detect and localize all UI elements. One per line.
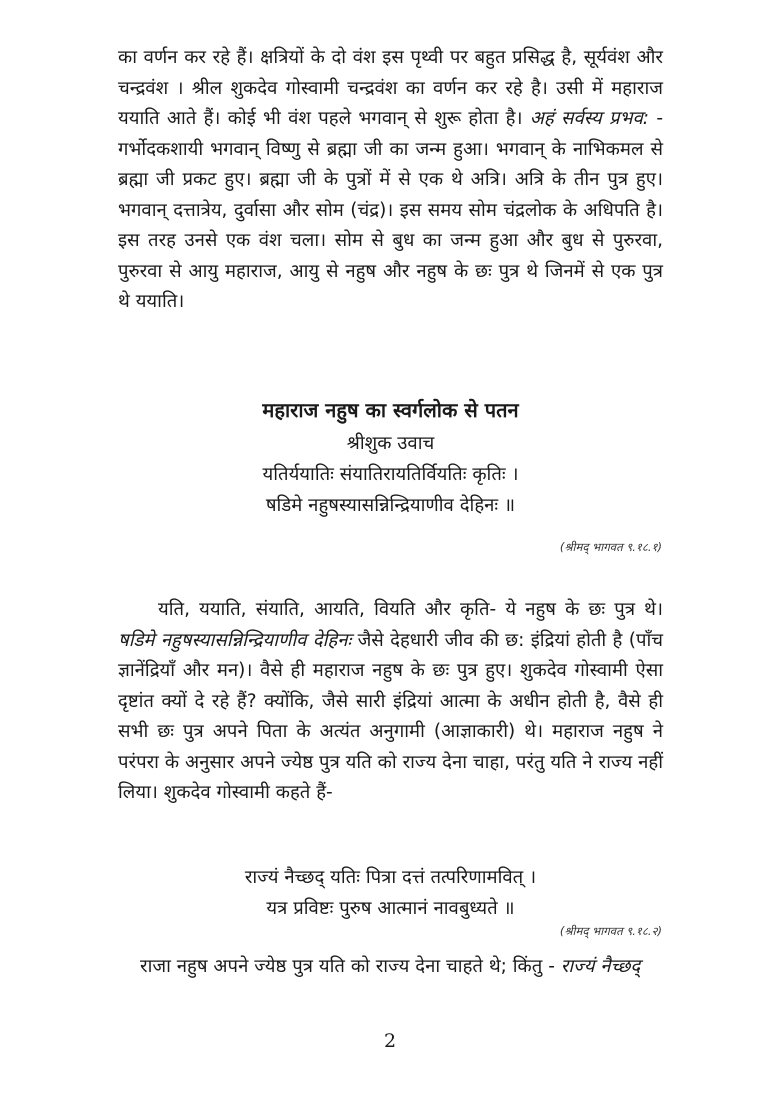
verse-1-line-2: षडिमे नहुषस्यासन्निन्द्रियाणीव देहिनः ॥ [265,495,516,516]
verse-1-line-1: यतिर्ययातिः संयातिरायतिर्वियतिः कृतिः । [262,464,519,485]
paragraph-2-text-b: जैसे देहधारी जीव की छ: इंद्रियां होती है (पाँच ज्ञानेंद्रियाँ और मन)। वैसे ही महाराज नहुष के छः पुत्र हुए। शुकदेव गोस्वामी ऐसा दृष्टांत क्यों दे रहे हैं? क्योंकि, जैसे सारी इंद्रियां आत्मा के अधीन होती है, वैसे ही सभी छः पुत्र अपने पिता के अत्यंत अनुगामी (आज्ञाकारी) थे। महाराज नहुष ने परंपरा के अनुसार अपने ज्येष्ठ पुत्र यति को राज्य देना चाहा, परंतु यति ने राज्य नहीं लिया। शुकदेव गोस्वामी कहते हैं- [118,629,663,803]
verse-2-line-1: राज्यं नैच्छद् यतिः पित्रा दत्तं तत्परिणामवित् । [244,867,537,888]
verse-1-reference: (श्रीमद् भागवत ९.१८.१) [559,540,662,554]
trailing-line [140,952,670,982]
paragraph-1-italic-quote: अहं सर्वस्य प्रभव: [529,108,650,129]
verse-block-1 [118,428,663,521]
trailing-text: राजा नहुष अपने ज्येष्ठ पुत्र यति को राज्य देना चाहते थे; किंतु - [140,956,561,977]
page-number: 2 [383,1030,397,1052]
paragraph-1-text-b: - गर्भोदकशायी भगवान् विष्णु से ब्रह्मा जी का जन्म हुआ। भगवान् के नाभिकमल से ब्रह्मा जी प्रकट हुए। ब्रह्मा जी के पुत्रों में से एक थे अत्रि। अत्रि के तीन पुत्र हुए। भगवान् दत्तात्रेय, दुर्वासा और सोम (चंद्र)। इस समय सोम चंद्रलोक के अधिपति है। इस तरह उनसे एक वंश चला। सोम से बुध का जन्म हुआ और बुध से पुरुरवा, पुरुरवा से आयु महाराज, आयु से नहुष और नहुष के छः पुत्र थे जिनमें से एक पुत्र थे ययाति। [118,108,663,312]
verse-speaker: श्रीशुक उवाच [346,433,435,454]
verse-2-reference: (श्रीमद् भागवत ९.१८.२) [559,924,662,938]
section-heading: महाराज नहुष का स्वर्गलोक से पतन [262,398,519,422]
trailing-italic-quote: राज्यं नैच्छद् [560,956,641,977]
body-paragraph-2 [118,595,663,809]
paragraph-1-text-a: का वर्णन कर रहे हैं। क्षत्रियों के दो वंश इस पृथ्वी पर बहुत प्रसिद्ध है, सूर्यवंश और चन्द्रवंश । श्रील शुकदेव गोस्वामी चन्द्रवंश का वर्णन कर रहे है। उसी में महाराज ययाति आते हैं। कोई भी वंश पहले भगवान् से शुरू होता है। [118,47,663,129]
paragraph-2-text-a: यति, ययाति, संयाति, आयति, वियति और कृति- ये नहुष के छः पुत्र थे। [158,599,663,620]
verse-2-line-2: यत्र प्रविष्टः पुरुष आत्मानं नावबुध्यते ॥ [266,898,515,919]
body-paragraph-1 [118,43,663,318]
verse-block-2 [118,862,663,924]
paragraph-2-italic-quote: षडिमे नहुषस्यासन्निन्द्रियाणीव देहिनः [118,629,352,651]
